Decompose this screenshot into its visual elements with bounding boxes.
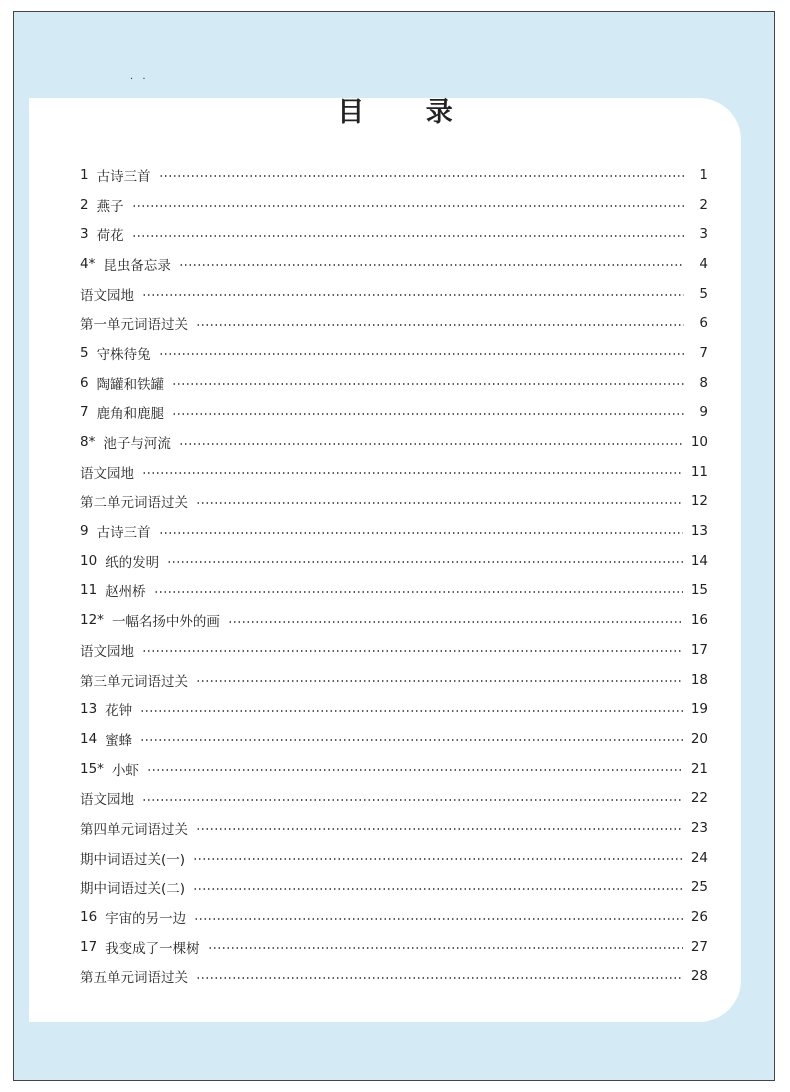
toc-entry-title: 鹿角和鹿腿 [96, 406, 165, 423]
toc-entry-title: 第一单元词语过关 [80, 317, 188, 334]
toc-entry-page-number: 17 [690, 641, 708, 658]
toc-entry[interactable] [80, 962, 708, 992]
toc-entry-title: 第三单元词语过关 [80, 673, 188, 690]
toc-entry-title: 小虾 [111, 762, 139, 779]
toc-entry-page-number: 18 [690, 671, 708, 688]
toc-entry-title: 守株待兔 [96, 346, 151, 363]
toc-entry-number: 15* [80, 760, 104, 777]
dot-leader [140, 739, 683, 741]
toc-entry-title: 语文园地 [80, 792, 134, 809]
toc-entry-page-number: 11 [690, 463, 708, 480]
toc-entry-page-number: 14 [690, 552, 708, 569]
toc-entry-number: 10 [80, 552, 98, 569]
dot-leader [172, 383, 684, 385]
toc-entry-page-number: 10 [690, 434, 708, 451]
dot-leader [132, 205, 684, 207]
dot-leader [196, 828, 683, 830]
toc-entry[interactable] [80, 665, 708, 695]
toc-entry[interactable] [80, 546, 708, 576]
table-of-contents [80, 160, 708, 991]
dot-leader [179, 264, 684, 266]
toc-entry-page-number: 20 [690, 730, 708, 747]
dot-leader [140, 710, 683, 712]
toc-entry-page-number: 24 [690, 849, 708, 866]
toc-entry[interactable] [80, 724, 708, 754]
toc-entry-page-number: 19 [690, 701, 708, 718]
toc-entry[interactable] [80, 754, 708, 784]
dot-leader [159, 532, 683, 534]
toc-entry-page-number: 8 [699, 374, 708, 391]
dot-leader [179, 443, 683, 445]
toc-entry-number: 13 [80, 701, 98, 718]
toc-entry[interactable] [80, 635, 708, 665]
toc-entry-page-number: 5 [699, 285, 708, 302]
dot-leader [196, 502, 683, 504]
toc-entry-title: 荷花 [96, 228, 124, 245]
toc-entry[interactable] [80, 398, 708, 428]
toc-entry-page-number: 27 [690, 938, 708, 955]
toc-entry[interactable] [80, 279, 708, 309]
toc-entry-title: 第四单元词语过关 [80, 821, 188, 838]
toc-entry[interactable] [80, 932, 708, 962]
dot-leader [228, 621, 683, 623]
toc-entry[interactable] [80, 338, 708, 368]
toc-entry-page-number: 28 [690, 968, 708, 985]
toc-entry-title: 蜜蜂 [105, 732, 133, 749]
dot-leader [172, 413, 684, 415]
toc-entry-title: 第五单元词语过关 [80, 970, 188, 987]
toc-entry[interactable] [80, 694, 708, 724]
dot-leader [142, 294, 684, 296]
toc-entry-page-number: 21 [690, 760, 708, 777]
dot-leader [159, 353, 684, 355]
dot-leader [193, 888, 683, 890]
toc-entry-title: 燕子 [96, 198, 124, 215]
toc-entry-page-number: 16 [690, 612, 708, 629]
dot-leader [142, 472, 683, 474]
toc-entry[interactable] [80, 605, 708, 635]
toc-entry-title: 陶罐和铁罐 [96, 376, 165, 393]
toc-entry[interactable] [80, 873, 708, 903]
toc-entry-title: 一幅名扬中外的画 [111, 614, 220, 631]
toc-entry-number: 2 [80, 196, 89, 213]
toc-entry-title: 语文园地 [80, 643, 134, 660]
dot-leader [196, 977, 683, 979]
dot-leader [147, 769, 683, 771]
toc-entry-page-number: 3 [699, 226, 708, 243]
dot-leader [196, 680, 683, 682]
toc-entry-title: 语文园地 [80, 465, 134, 482]
toc-entry-title: 古诗三首 [96, 525, 151, 542]
toc-entry-title: 赵州桥 [105, 584, 146, 601]
print-specks: · · [130, 74, 149, 85]
dot-leader [208, 947, 683, 949]
toc-entry-number: 17 [80, 938, 98, 955]
toc-entry-number: 4* [80, 255, 96, 272]
toc-entry[interactable] [80, 487, 708, 517]
dot-leader [167, 561, 683, 563]
toc-entry-number: 11 [80, 582, 98, 599]
toc-entry-page-number: 15 [690, 582, 708, 599]
toc-entry-page-number: 25 [690, 879, 708, 896]
toc-entry-number: 16 [80, 909, 98, 926]
page-title: 目 录 [337, 97, 479, 128]
toc-entry-number: 7 [80, 404, 89, 421]
dot-leader [142, 650, 683, 652]
toc-entry[interactable] [80, 813, 708, 843]
toc-entry-page-number: 9 [699, 404, 708, 421]
toc-entry-number: 12* [80, 612, 104, 629]
dot-leader [159, 175, 684, 177]
toc-entry-page-number: 7 [699, 344, 708, 361]
toc-entry[interactable] [80, 368, 708, 398]
toc-entry[interactable] [80, 457, 708, 487]
toc-entry-page-number: 6 [699, 315, 708, 332]
toc-entry-number: 6 [80, 374, 89, 391]
toc-entry-page-number: 2 [699, 196, 708, 213]
toc-entry-title: 宇宙的另一边 [105, 911, 187, 928]
toc-entry[interactable] [80, 249, 708, 279]
toc-entry-title: 昆虫备忘录 [103, 257, 171, 274]
toc-entry-page-number: 1 [699, 166, 708, 183]
toc-entry-title: 期中词语过关(二) [80, 881, 186, 898]
toc-entry-number: 9 [80, 523, 89, 540]
toc-entry[interactable] [80, 190, 708, 220]
dot-leader [142, 799, 683, 801]
dot-leader [132, 235, 684, 237]
dot-leader [193, 858, 683, 860]
toc-entry-title: 第二单元词语过关 [80, 495, 188, 512]
toc-entry-title: 古诗三首 [96, 168, 151, 185]
dot-leader [194, 918, 683, 920]
toc-entry-title: 花钟 [105, 703, 133, 720]
toc-entry-title: 期中词语过关(一) [80, 851, 186, 868]
toc-entry-page-number: 23 [690, 819, 708, 836]
toc-entry[interactable] [80, 902, 708, 932]
toc-entry-number: 14 [80, 730, 98, 747]
toc-entry-page-number: 4 [699, 255, 708, 272]
toc-entry[interactable] [80, 160, 708, 190]
toc-entry[interactable] [80, 219, 708, 249]
toc-entry[interactable] [80, 308, 708, 338]
toc-entry[interactable] [80, 843, 708, 873]
toc-entry-title: 池子与河流 [103, 436, 171, 453]
dot-leader [196, 324, 684, 326]
toc-entry-page-number: 12 [690, 493, 708, 510]
toc-entry-title: 我变成了一棵树 [105, 940, 200, 957]
toc-entry-title: 语文园地 [80, 287, 134, 304]
toc-entry-page-number: 13 [690, 523, 708, 540]
toc-entry[interactable] [80, 783, 708, 813]
toc-entry[interactable] [80, 576, 708, 606]
toc-entry[interactable] [80, 516, 708, 546]
dot-leader [154, 591, 683, 593]
toc-entry-page-number: 22 [690, 790, 708, 807]
toc-entry-page-number: 26 [690, 909, 708, 926]
toc-entry-title: 纸的发明 [105, 554, 160, 571]
toc-entry[interactable] [80, 427, 708, 457]
toc-entry-number: 3 [80, 226, 89, 243]
toc-entry-number: 5 [80, 344, 89, 361]
toc-entry-number: 1 [80, 166, 89, 183]
toc-entry-number: 8* [80, 434, 96, 451]
